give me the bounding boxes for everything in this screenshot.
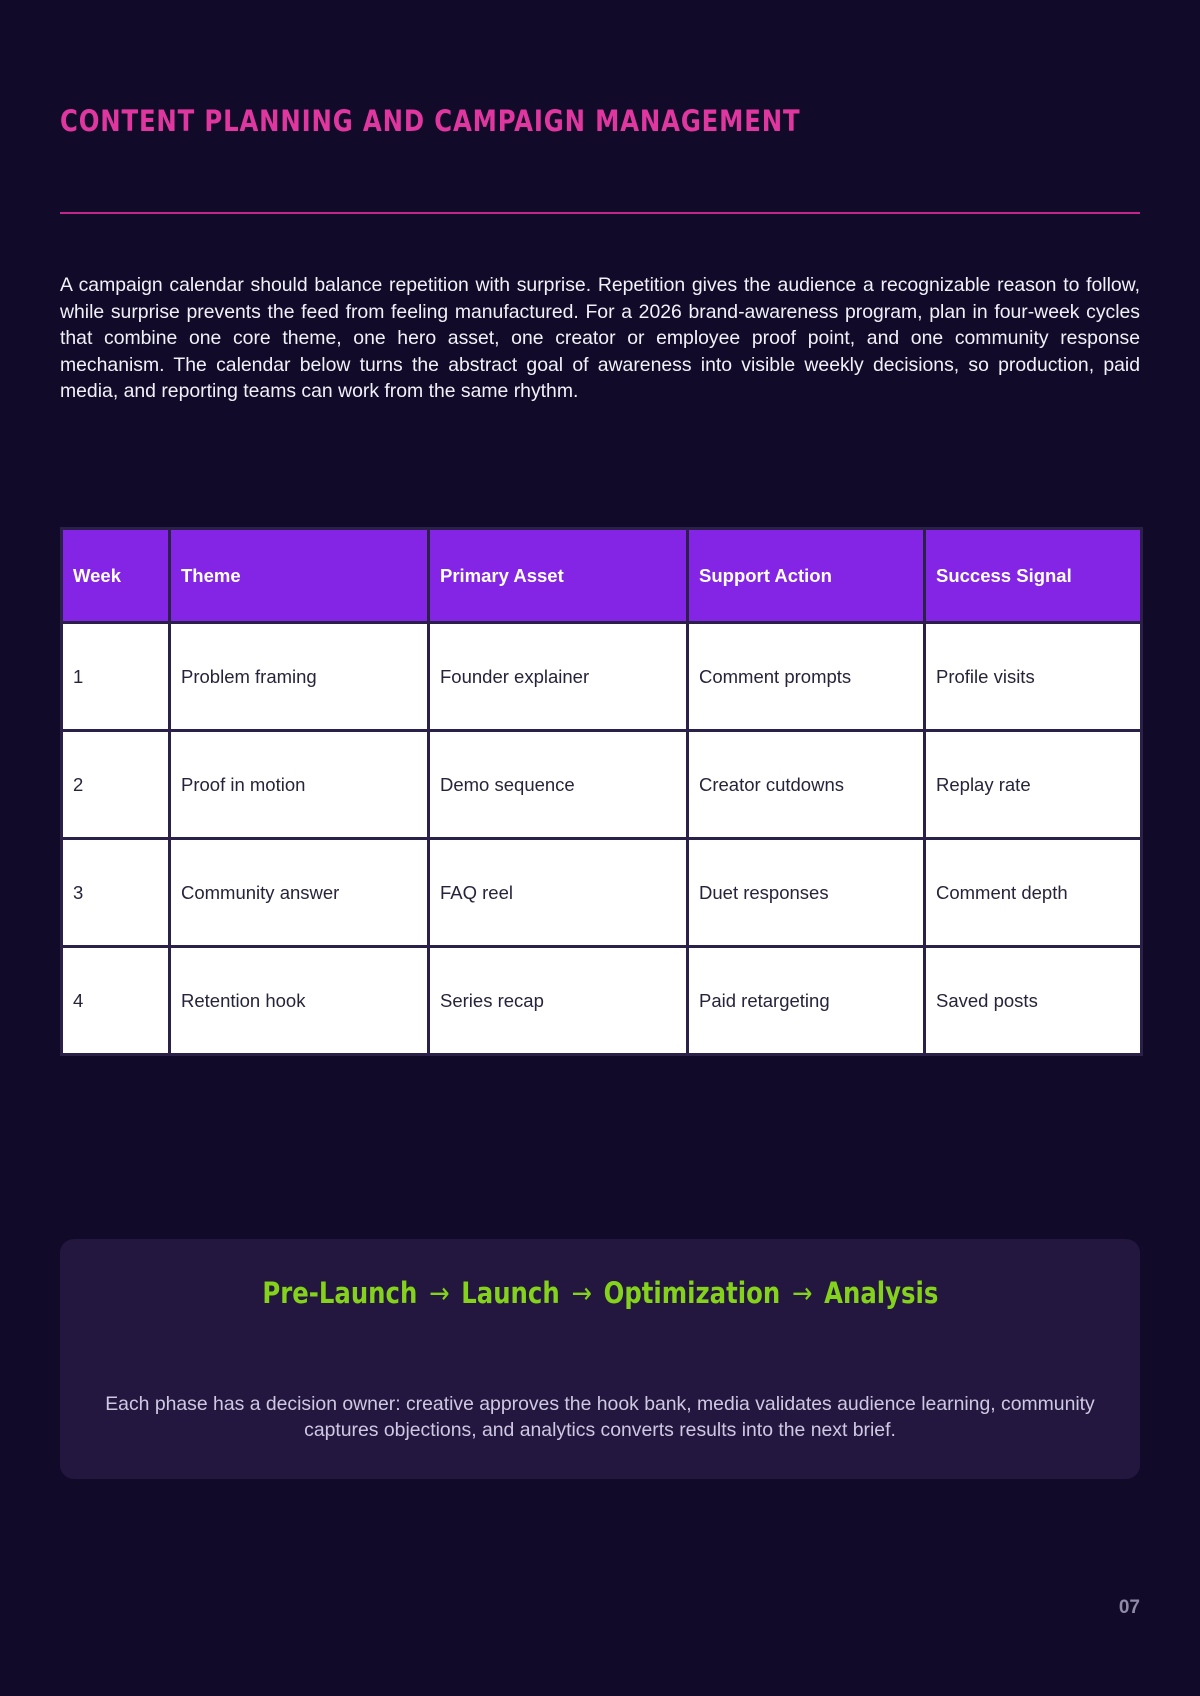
column-header-support-action: Support Action — [688, 529, 925, 623]
cell-theme: Retention hook — [170, 947, 429, 1055]
cell-theme: Problem framing — [170, 623, 429, 731]
phase-description: Each phase has a decision owner: creative approves the hook bank, media validates audience learning, community captures objections, and analytics converts results into the next brief. — [105, 1393, 1095, 1441]
cell-success-signal: Saved posts — [925, 947, 1142, 1055]
phase-launch: Launch — [460, 1276, 560, 1310]
cell-success-signal: Profile visits — [925, 623, 1142, 731]
table-row — [62, 623, 1142, 731]
table-row — [62, 947, 1142, 1055]
phase-sequence — [60, 1276, 1140, 1310]
arrow-right-icon: → — [571, 1276, 592, 1310]
phase-optimization: Optimization — [603, 1276, 780, 1310]
cell-success-signal: Replay rate — [925, 731, 1142, 839]
phase-panel — [60, 1239, 1140, 1479]
arrow-right-icon: → — [428, 1276, 450, 1310]
cell-support-action: Duet responses — [688, 839, 925, 947]
page-number: 07 — [1118, 1597, 1140, 1618]
phase-analysis: Analysis — [823, 1276, 938, 1310]
cell-theme: Community answer — [170, 839, 429, 947]
cell-support-action: Creator cutdowns — [688, 731, 925, 839]
column-header-week: Week — [62, 529, 170, 623]
column-header-primary-asset: Primary Asset — [429, 529, 688, 623]
phase-pre-launch: Pre-Launch — [262, 1276, 417, 1310]
title-divider — [60, 212, 1140, 214]
cell-week: 4 — [62, 947, 170, 1055]
cell-primary-asset: Series recap — [429, 947, 688, 1055]
cell-primary-asset: FAQ reel — [429, 839, 688, 947]
cell-primary-asset: Founder explainer — [429, 623, 688, 731]
table-row — [62, 731, 1142, 839]
table-row — [62, 839, 1142, 947]
cell-success-signal: Comment depth — [925, 839, 1142, 947]
arrow-right-icon: → — [791, 1276, 813, 1310]
column-header-theme: Theme — [170, 529, 429, 623]
page-title: CONTENT PLANNING AND CAMPAIGN MANAGEMENT — [60, 104, 801, 138]
cell-theme: Proof in motion — [170, 731, 429, 839]
intro-paragraph: A campaign calendar should balance repetition with surprise. Repetition gives the audience a recognizable reason to follow, while surprise prevents the feed from feeling manufactured. For a 2026 brand-awareness program, plan in four-week cycles that combine one core theme, one hero asset, one creator or employee proof point, and one community response mechanism. The calendar below turns the abstract goal of awareness into visible weekly decisions, so production, paid media, and reporting teams can work from the same rhythm. — [60, 274, 1140, 403]
cell-week: 1 — [62, 623, 170, 731]
cell-week: 2 — [62, 731, 170, 839]
cell-primary-asset: Demo sequence — [429, 731, 688, 839]
cell-support-action: Comment prompts — [688, 623, 925, 731]
cell-week: 3 — [62, 839, 170, 947]
campaign-calendar-table — [60, 527, 1143, 1056]
table-header-row — [62, 529, 1142, 623]
cell-support-action: Paid retargeting — [688, 947, 925, 1055]
column-header-success-signal: Success Signal — [925, 529, 1142, 623]
